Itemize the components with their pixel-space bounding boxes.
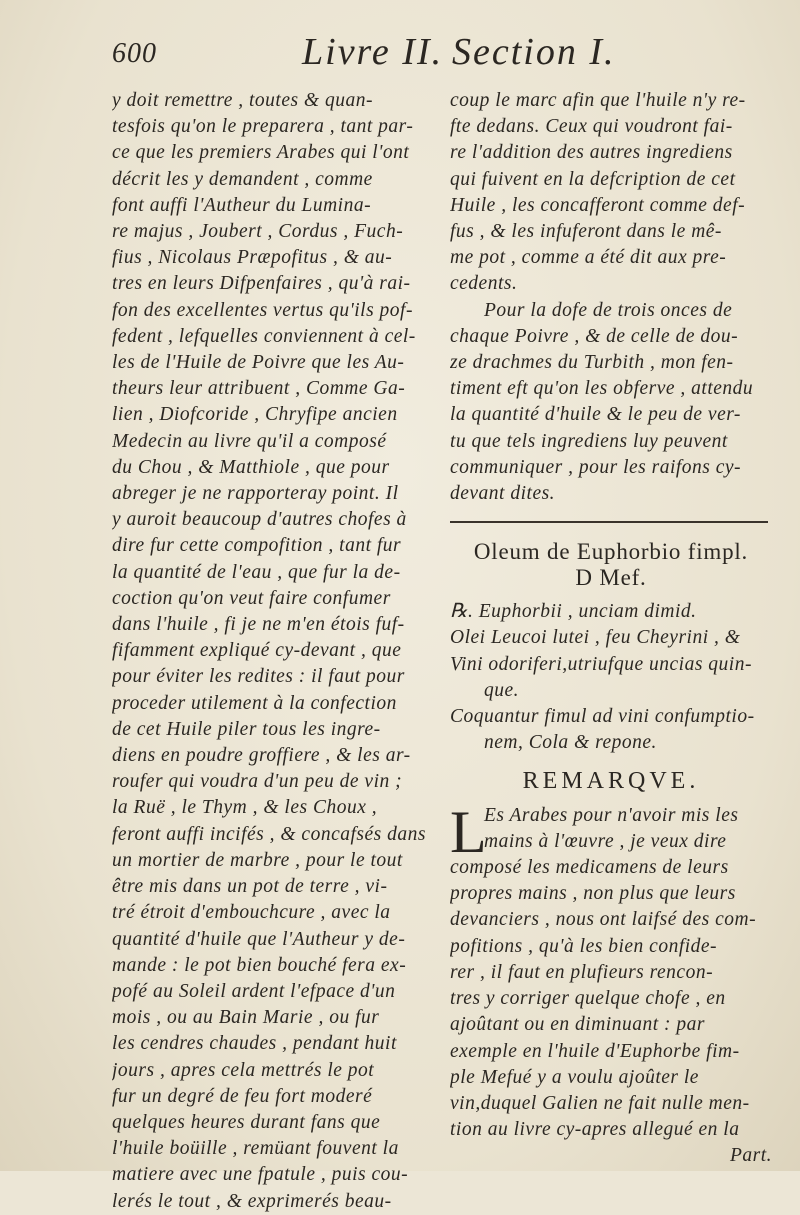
text-line: ajoûtant ou en diminuant : par — [450, 1014, 705, 1036]
text-line: y auroit beaucoup d'autres chofes à — [112, 509, 407, 531]
text-line: Es Arabes pour n'avoir mis les — [484, 804, 739, 826]
text-line: mande : le pot bien bouché fera ex- — [112, 954, 407, 976]
text-line: les cendres chaudes , pendant huit — [112, 1033, 397, 1055]
text-line: qui fuivent en la defcription de cet — [450, 168, 736, 190]
text-line: devanciers , nous ont laifsé des com- — [450, 909, 757, 931]
right-column — [450, 88, 772, 1170]
text-line: me pot , comme a été dit aux pre- — [450, 247, 727, 269]
section-divider — [450, 521, 768, 523]
text-line: pofitions , qu'à les bien confide- — [450, 935, 718, 957]
text-line: theurs leur attribuent , Comme Ga- — [112, 378, 406, 400]
text-line: pour éviter les redites : il faut pour — [112, 666, 405, 688]
drop-cap: L — [450, 798, 488, 865]
text-line: la quantité de l'eau , que fur la de- — [112, 561, 401, 583]
recipe-line: que. — [484, 679, 520, 701]
text-line: proceder utilement à la confection — [112, 692, 397, 714]
text-line: un mortier de marbre , pour le tout — [112, 849, 403, 871]
spacer — [450, 591, 772, 599]
text-line: re majus , Joubert , Cordus , Fuch- — [112, 221, 404, 243]
page-header — [112, 30, 772, 78]
remarque-heading: REMARQVE. — [522, 768, 700, 795]
text-line: Huile , les concafferont comme def- — [450, 194, 746, 216]
text-line: communiquer , pour les raifons cy- — [450, 456, 742, 478]
recipe-source: D Mef. — [575, 565, 647, 591]
text-line: du Chou , & Matthiole , que pour — [112, 456, 390, 478]
recipe-title: Oleum de Euphorbio fimpl. — [473, 539, 749, 565]
text-line: tesfois qu'on le preparera , tant par- — [112, 116, 414, 138]
text-line: tion au livre cy-apres allegué en la — [450, 1119, 740, 1141]
text-line: propres mains , non plus que leurs — [450, 883, 736, 905]
text-line: re l'addition des autres ingrediens — [450, 142, 733, 164]
recipe-line: nem, Cola & repone. — [484, 732, 657, 754]
text-line: dans l'huile , fi je ne m'en étois fuf- — [112, 614, 405, 636]
text-line: les de l'Huile de Poivre que les Au- — [112, 352, 405, 374]
page-number: 600 — [112, 38, 157, 69]
text-line: jours , apres cela mettrés le pot — [112, 1059, 375, 1081]
text-line: pofé au Soleil ardent l'efpace d'un — [112, 980, 396, 1002]
text-line: composé les medicamens de leurs — [450, 857, 729, 879]
text-line: y doit remettre , toutes & quan- — [112, 90, 373, 111]
text-line: la Ruë , le Thym , & les Choux , — [112, 797, 378, 819]
text-line: matiere avec une fpatule , puis cou- — [112, 1164, 409, 1186]
text-line: lien , Diofcoride , Chryfipe ancien — [112, 404, 398, 426]
text-line: ple Mefué y a voulu ajoûter le — [450, 1066, 699, 1088]
text-line: ce que les premiers Arabes qui l'ont — [112, 142, 410, 164]
left-column — [112, 88, 432, 1215]
text-line: fedent , lefquelles conviennent à cel- — [112, 325, 416, 347]
text-line: coup le marc afin que l'huile n'y re- — [450, 90, 746, 111]
text-line: fius , Nicolaus Præpofitus , & au- — [112, 247, 393, 269]
text-line: tres en leurs Difpenfaires , qu'à rai- — [112, 273, 411, 295]
text-line: cedents. — [450, 273, 518, 295]
text-line: timent eft qu'on les obferve , attendu — [450, 378, 754, 400]
text-line: être mis dans un pot de terre , vi- — [112, 876, 388, 898]
text-line: de cet Huile piler tous les ingre- — [112, 718, 381, 740]
text-line: abreger je ne rapporteray point. Il — [112, 483, 399, 505]
text-line: fte dedans. Ceux qui voudront fai- — [450, 116, 733, 138]
recipe-line: ℞. Euphorbii , unciam dimid. — [450, 601, 697, 623]
text-line: tres y corriger quelque chofe , en — [450, 988, 726, 1010]
recipe-line: Coquantur fimul ad vini confumptio- — [450, 706, 755, 728]
text-line: exemple en l'huile d'Euphorbe fim- — [450, 1040, 740, 1062]
text-line: fur un degré de feu fort moderé — [112, 1085, 373, 1107]
text-line: fus , & les infuferont dans le mê- — [450, 221, 722, 243]
text-line: roufer qui voudra d'un peu de vin ; — [112, 771, 403, 793]
text-line: tré étroit d'embouchcure , avec la — [112, 902, 391, 924]
text-line: diens en poudre groffiere , & les ar- — [112, 745, 411, 767]
text-line: lerés le tout , & exprimerés beau- — [112, 1190, 392, 1212]
catchword: Part. — [729, 1145, 772, 1167]
text-line: Medecin au livre qu'il a composé — [112, 430, 387, 452]
text-line: fon des excellentes vertus qu'ils pof- — [112, 299, 413, 321]
text-line: coction qu'on veut faire confumer — [112, 587, 391, 609]
recipe-line: Olei Leucoi lutei , feu Cheyrini , & — [450, 627, 741, 649]
remarque-paragraph — [450, 798, 772, 1170]
text-line: fifamment expliqué cy-devant , que — [112, 640, 402, 662]
running-head-book: Livre II. — [302, 31, 444, 73]
text-line: quelques heures durant fans que — [112, 1111, 381, 1133]
text-line: Pour la dofe de trois onces de — [484, 299, 733, 321]
text-line: feront auffi incifés , & concafsés dans — [112, 823, 426, 845]
text-line: rer , il faut en plufieurs rencon- — [450, 961, 714, 983]
text-line: l'huile boüille , remüant fouvent la — [112, 1138, 399, 1160]
text-line: chaque Poivre , & de celle de dou- — [450, 325, 739, 347]
text-line: dire fur cette compofition , tant fur — [112, 535, 402, 557]
text-line: mains à l'œuvre , je veux dire — [484, 830, 727, 852]
recipe-line: Vini odoriferi,utriufque uncias quin- — [450, 653, 752, 675]
text-line: la quantité d'huile & le peu de ver- — [450, 404, 741, 426]
text-line: vin,duquel Galien ne fait nulle men- — [450, 1092, 750, 1114]
text-line: ze drachmes du Turbith , mon fen- — [450, 352, 734, 374]
text-line: devant dites. — [450, 483, 556, 505]
text-line: font auffi l'Autheur du Lumina- — [112, 194, 372, 216]
text-line: tu que tels ingrediens luy peuvent — [450, 430, 728, 452]
running-head-section: Section I. — [452, 31, 616, 73]
text-line: décrit les y demandent , comme — [112, 168, 373, 190]
text-line: quantité d'huile que l'Autheur y de- — [112, 928, 406, 950]
text-line: mois , ou au Bain Marie , ou fur — [112, 1007, 380, 1029]
